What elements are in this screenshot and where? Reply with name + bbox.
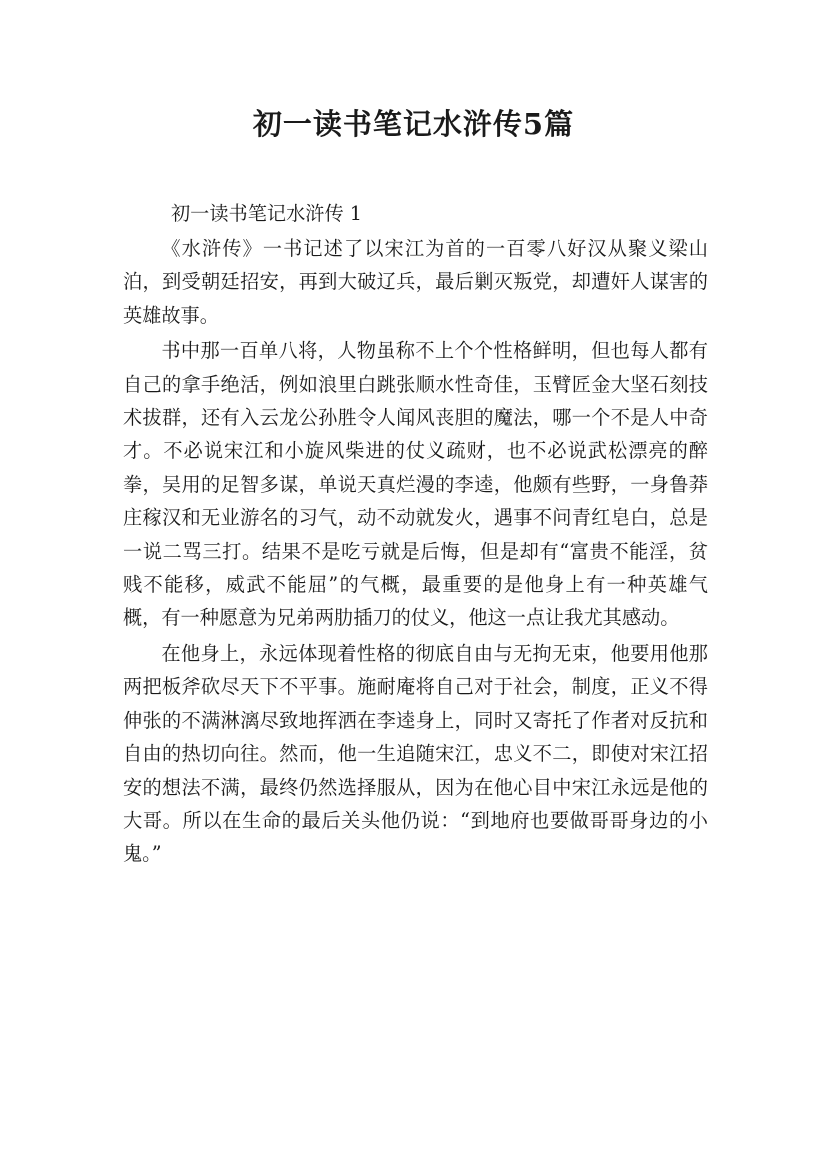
paragraph-1: 《水浒传》一书记述了以宋江为首的一百零八好汉从聚义梁山泊，到受朝廷招安，再到大破辽兵，最后剿灭叛党，却遭奸人谋害的英雄故事。 [123, 237, 708, 327]
document-title: 初一读书笔记水浒传5篇 [252, 107, 575, 141]
document-body [123, 197, 708, 871]
paragraph-2: 书中那一百单八将，人物虽称不上个个性格鲜明，但也每人都有自己的拿手绝活，例如浪里白跳张顺水性奇佳，玉臂匠金大坚石刻技术拔群，还有入云龙公孙胜令人闻风丧胆的魔法，哪一个不是人中奇才。不必说宋江和小旋风柴进的仗义疏财，也不必说武松漂亮的醉拳，吴用的足智多谋，单说天真烂漫的李逵，他颇有些野，一身鲁莽庄稼汉和无业游名的习气，动不动就发火，遇事不问青红皂白，总是一说二骂三打。结果不是吃亏就是后悔，但是却有“富贵不能淫，贫贱不能移，威武不能屈”的气概，最重要的是他身上有一种英雄气概，有一种愿意为兄弟两肋插刀的仗义，他这一点让我尤其感动。 [123, 339, 708, 630]
paragraph-3: 在他身上，永远体现着性格的彻底自由与无拘无束，他要用他那两把板斧砍尽天下不平事。施耐庵将自己对于社会，制度，正义不得伸张的不满淋漓尽致地挥洒在李逵身上，同时又寄托了作者对反抗和自由的热切向往。然而，他一生追随宋江，忠义不二，即使对宋江招安的想法不满，最终仍然选择服从，因为在他心目中宋江永远是他的大哥。所以在生命的最后关头他仍说：“到地府也要做哥哥身边的小鬼。” [123, 641, 708, 866]
section-heading: 初一读书笔记水浒传 1 [171, 202, 362, 225]
